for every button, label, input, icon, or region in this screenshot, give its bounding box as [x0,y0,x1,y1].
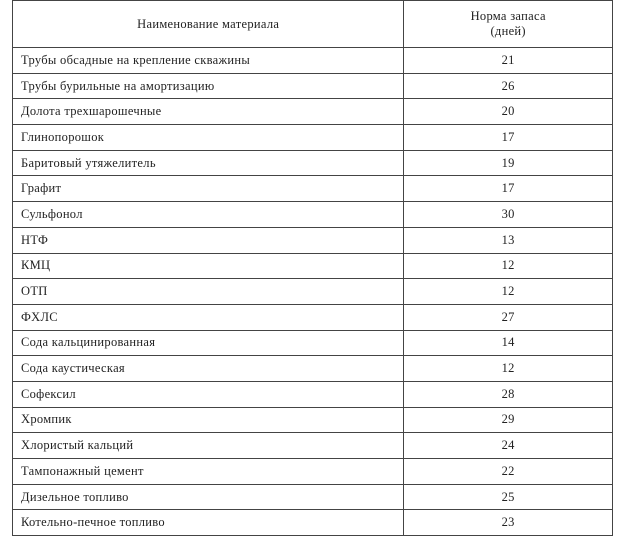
material-name-cell: Баритовый утяжелитель [13,150,404,176]
table-header-row [13,1,613,48]
table-row [13,227,613,253]
stock-days-cell: 17 [404,176,613,202]
table-row [13,381,613,407]
header-stock-norm-line2: (дней) [490,24,526,38]
material-name-cell: Сульфонол [13,202,404,228]
table-row [13,253,613,279]
stock-days-cell: 24 [404,433,613,459]
material-name-cell: Трубы бурильные на амортизацию [13,73,404,99]
stock-days-cell: 27 [404,304,613,330]
table-row [13,510,613,536]
stock-days-cell: 22 [404,459,613,485]
stock-days-cell: 21 [404,48,613,74]
material-name-cell: Сода каустическая [13,356,404,382]
stock-days-cell: 20 [404,99,613,125]
table-row [13,459,613,485]
stock-days-cell: 12 [404,279,613,305]
material-name-cell: Дизельное топливо [13,484,404,510]
table-row [13,150,613,176]
stock-days-cell: 17 [404,125,613,151]
table-row [13,484,613,510]
material-name-cell: КМЦ [13,253,404,279]
stock-days-cell: 29 [404,407,613,433]
material-name-cell: Глинопорошок [13,125,404,151]
material-name-cell: Хромпик [13,407,404,433]
header-stock-norm-line1: Норма запаса [470,9,546,23]
material-name-cell: Котельно-печное топливо [13,510,404,536]
table-row [13,304,613,330]
stock-days-cell: 19 [404,150,613,176]
table-row [13,433,613,459]
material-name-cell: Графит [13,176,404,202]
stock-days-cell: 25 [404,484,613,510]
stock-days-cell: 14 [404,330,613,356]
material-name-cell: Трубы обсадные на крепление скважины [13,48,404,74]
material-name-cell: ОТП [13,279,404,305]
table-row [13,356,613,382]
material-name-cell: Сода кальцинированная [13,330,404,356]
table-row [13,99,613,125]
table-row [13,176,613,202]
table-row [13,125,613,151]
materials-stock-table [12,0,613,536]
material-name-cell: Тампонажный цемент [13,459,404,485]
stock-days-cell: 30 [404,202,613,228]
header-stock-norm [404,1,613,48]
table-row [13,202,613,228]
table-row [13,73,613,99]
table-row [13,48,613,74]
stock-days-cell: 12 [404,253,613,279]
stock-days-cell: 28 [404,381,613,407]
stock-days-cell: 26 [404,73,613,99]
table-row [13,279,613,305]
material-name-cell: ФХЛС [13,304,404,330]
header-material-name: Наименование материала [13,1,404,48]
stock-days-cell: 13 [404,227,613,253]
material-name-cell: Хлористый кальций [13,433,404,459]
table-row [13,330,613,356]
stock-days-cell: 23 [404,510,613,536]
material-name-cell: Софексил [13,381,404,407]
material-name-cell: Долота трехшарошечные [13,99,404,125]
materials-stock-table-container [12,0,613,536]
material-name-cell: НТФ [13,227,404,253]
stock-days-cell: 12 [404,356,613,382]
table-row [13,407,613,433]
